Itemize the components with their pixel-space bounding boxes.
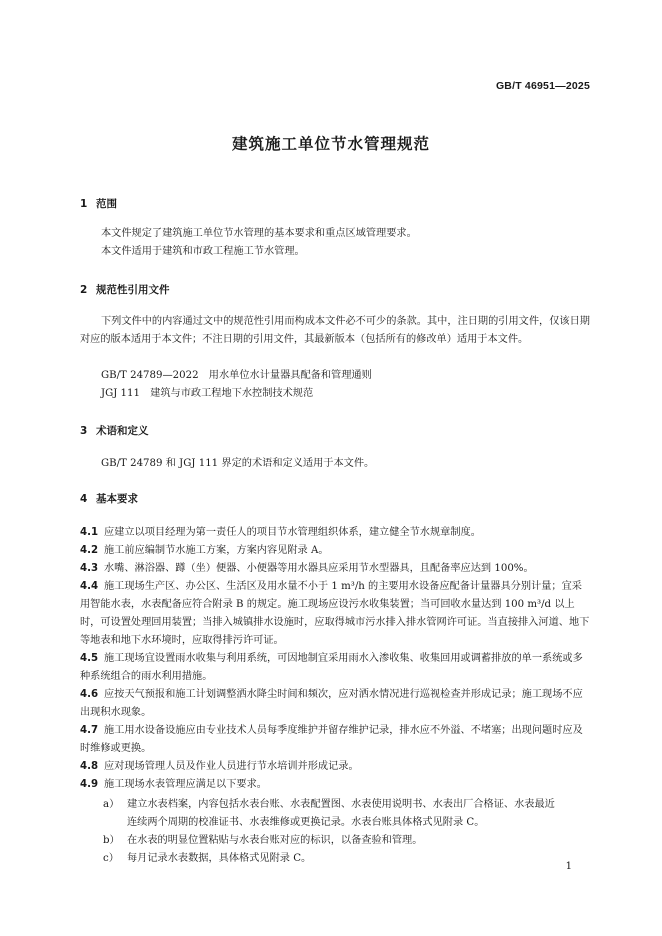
list-letter: a） bbox=[103, 799, 120, 810]
clause-number: 4.8 bbox=[80, 761, 99, 772]
clause-number: 4.1 bbox=[80, 527, 99, 538]
clause bbox=[80, 560, 592, 578]
paragraph: 下列文件中的内容通过文中的规范性引用而构成本文件必不可少的条款。其中，注日期的引用文件，仅该日期对应的版本适用于本文件；不注日期的引用文件，其最新版本（包括所有的修改单）适用于本文件。 bbox=[80, 316, 590, 345]
clause-number: 4.6 bbox=[80, 689, 99, 700]
section-title: 术语和定义 bbox=[96, 425, 149, 437]
clause bbox=[80, 578, 592, 650]
reference-entry: GB/T 24789—2022 用水单位水计量器具配备和管理通则 bbox=[101, 370, 372, 381]
clause-text: 施工现场生产区、办公区、生活区及用水量不小于 1 m³/h 的主要用水设备应配备计量器具分别计量；宜采用智能水表，水表配备应符合附录 B 的规定。施工现场应设污水收集装置；当可回收水量达到 100 m³/d 以上时，可设置处理回用装置；当排入城镇排水设施时，应取得城市污水排入排水管网许可证。当直接排入河道、地下等地表和地下水环境时，应取得排污许可证。 bbox=[80, 581, 590, 646]
list-text: 每月记录水表数据，具体格式见附录 C。 bbox=[127, 853, 312, 864]
section-number: 4 bbox=[80, 493, 88, 505]
clause bbox=[80, 776, 592, 794]
clause-text: 水嘴、淋浴器、蹲（坐）便器、小便器等用水器具应采用节水型器具，且配备率应达到 100%。 bbox=[104, 563, 534, 574]
section-number: 3 bbox=[80, 425, 88, 437]
reference-entry: JGJ 111 建筑与市政工程地下水控制技术规范 bbox=[101, 388, 314, 399]
section-title: 基本要求 bbox=[96, 493, 138, 505]
section-heading-2 bbox=[80, 282, 170, 297]
list-text: 在水表的明显位置粘贴与水表台账对应的标识，以备查验和管理。 bbox=[127, 835, 423, 846]
clause-number: 4.5 bbox=[80, 653, 99, 664]
clause bbox=[80, 542, 592, 560]
clause-text: 施工现场宜设置雨水收集与利用系统，可因地制宜采用雨水入渗收集、收集回用或调蓄排放的单一系统或多种系统组合的雨水利用措施。 bbox=[80, 653, 583, 682]
list-item bbox=[103, 850, 592, 868]
list-item bbox=[103, 796, 592, 832]
section-heading-3 bbox=[80, 423, 149, 438]
section-heading-4 bbox=[80, 491, 138, 506]
clause bbox=[80, 686, 592, 722]
clause-text: 施工用水设备设施应由专业技术人员每季度维护并留存维护记录，排水应不外溢、不堵塞；出现问题时应及时维修或更换。 bbox=[80, 725, 583, 754]
list-letter: c） bbox=[103, 853, 119, 864]
page-number: 1 bbox=[565, 861, 572, 872]
clause-text: 施工前应编制节水施工方案，方案内容见附录 A。 bbox=[104, 545, 329, 556]
clause-number: 4.2 bbox=[80, 545, 99, 556]
clause bbox=[80, 722, 592, 758]
section-number: 2 bbox=[80, 284, 88, 296]
clause-text: 应按天气预报和施工计划调整洒水降尘时间和频次，应对洒水情况进行巡视检查并形成记录；施工现场不应出现积水现象。 bbox=[80, 689, 583, 718]
clause bbox=[80, 650, 592, 686]
clause bbox=[80, 758, 592, 776]
clause-text: 应建立以项目经理为第一责任人的项目节水管理组织体系，建立健全节水规章制度。 bbox=[104, 527, 481, 538]
standard-code: GB/T 46951—2025 bbox=[495, 80, 590, 92]
clause-number: 4.3 bbox=[80, 563, 99, 574]
list-text: 建立水表档案，内容包括水表台账、水表配置图、水表使用说明书、水表出厂合格证、水表最近 bbox=[127, 799, 555, 810]
clause bbox=[80, 524, 592, 542]
list-letter: b） bbox=[103, 835, 120, 846]
section-title: 规范性引用文件 bbox=[96, 284, 170, 296]
paragraph: 本文件适用于建筑和市政工程施工节水管理。 bbox=[101, 246, 305, 257]
clause-number: 4.4 bbox=[80, 581, 99, 592]
section-number: 1 bbox=[80, 198, 88, 210]
clause-number: 4.9 bbox=[80, 779, 99, 790]
paragraph: 本文件规定了建筑施工单位节水管理的基本要求和重点区域管理要求。 bbox=[101, 228, 417, 239]
section-title: 范围 bbox=[96, 198, 117, 210]
list-item bbox=[103, 832, 592, 850]
clause-number: 4.7 bbox=[80, 725, 99, 736]
section-heading-1 bbox=[80, 196, 117, 211]
clause-text: 应对现场管理人员及作业人员进行节水培训并形成记录。 bbox=[104, 761, 359, 772]
clause-text: 施工现场水表管理应满足以下要求。 bbox=[104, 779, 267, 790]
document-title: 建筑施工单位节水管理规范 bbox=[231, 135, 430, 153]
paragraph: GB/T 24789 和 JGJ 111 界定的术语和定义适用于本文件。 bbox=[101, 458, 375, 469]
list-text-continued: 连续两个周期的校准证书、水表维修或更换记录。水表台账具体格式见附录 C。 bbox=[127, 817, 485, 828]
